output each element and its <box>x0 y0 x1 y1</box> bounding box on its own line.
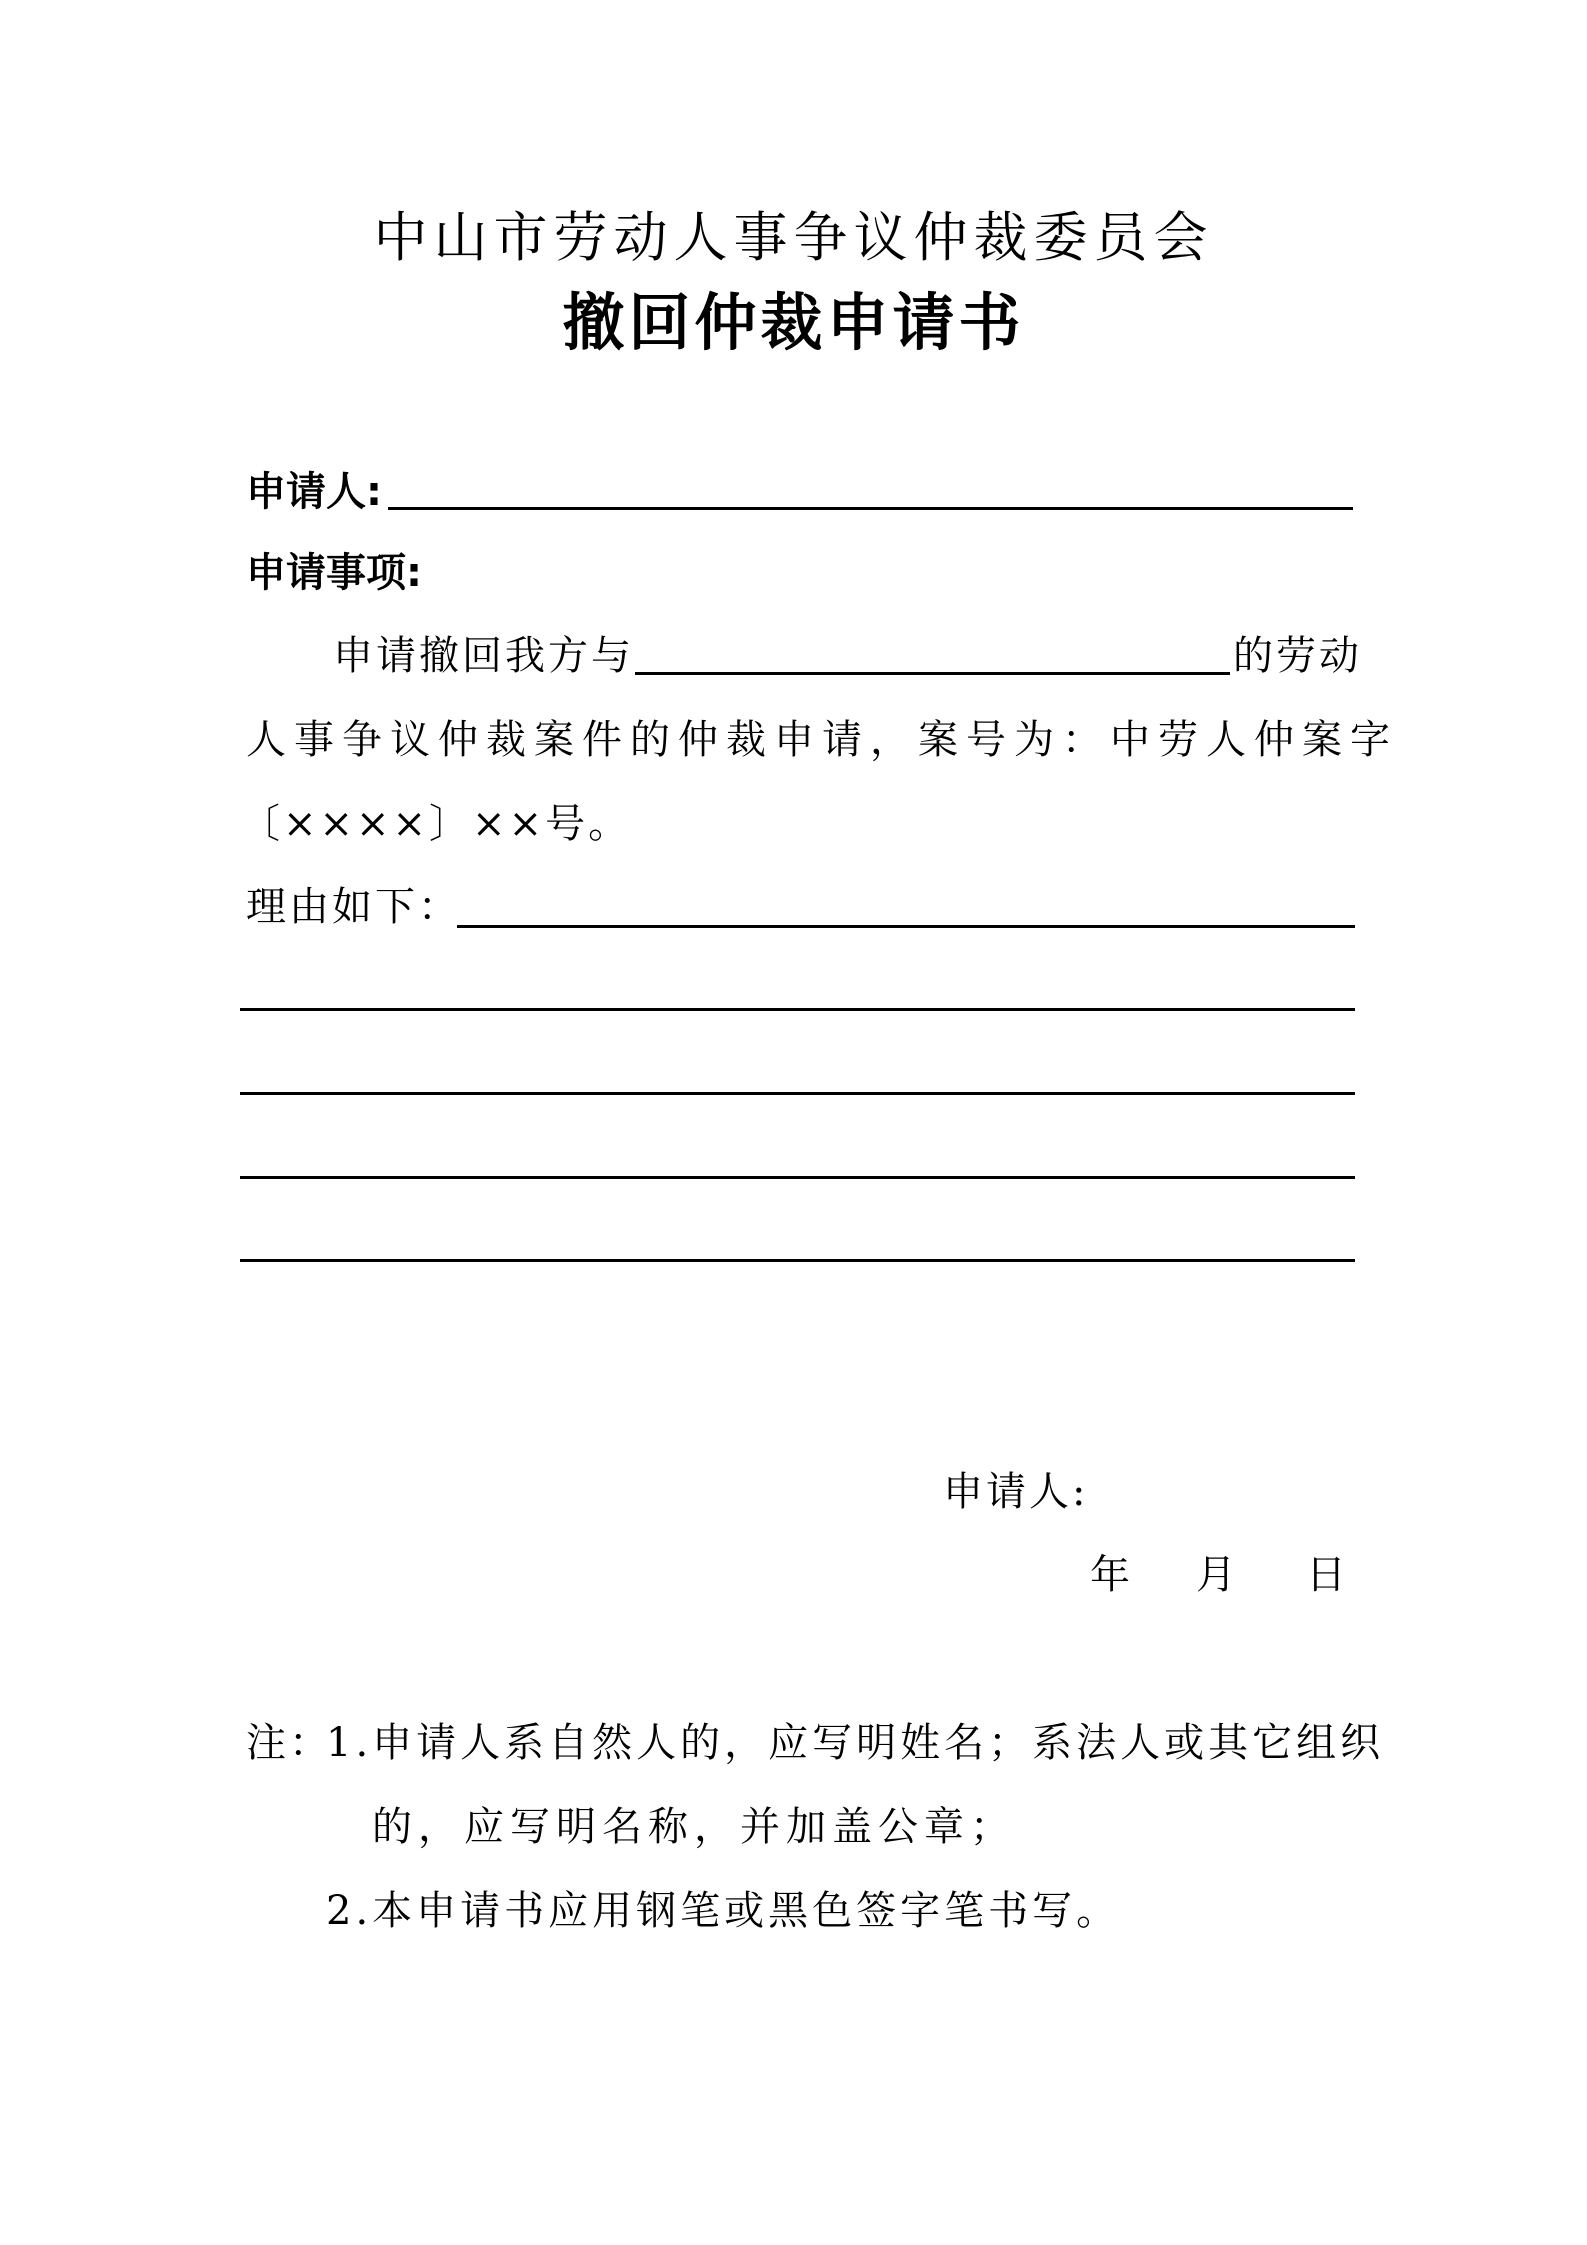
request-line1-prefix: 申请撤回我方与 <box>333 633 634 679</box>
reason-line-5[interactable] <box>240 1259 1355 1262</box>
applicant-field-line[interactable] <box>388 507 1353 510</box>
reason-line-2[interactable] <box>240 1008 1355 1011</box>
reason-line-4[interactable] <box>240 1176 1355 1179</box>
request-line1-suffix: 的劳动 <box>1233 633 1362 679</box>
respondent-field-line[interactable] <box>635 672 1230 675</box>
request-line2: 人事争议仲裁案件的仲裁申请，案号为：中劳人仲案字 <box>246 717 1398 763</box>
request-items-label: 申请事项: <box>246 550 422 596</box>
reason-label: 理由如下： <box>246 884 461 930</box>
note-1-line-2: 的，应写明名称，并加盖公章； <box>372 1804 1016 1850</box>
signature-applicant-label: 申请人: <box>943 1469 1089 1515</box>
note-2: 2.本申请书应用钢笔或黑色签字笔书写。 <box>326 1888 1121 1934</box>
date-year: 年 <box>1090 1552 1133 1598</box>
reason-line-3[interactable] <box>240 1092 1355 1095</box>
applicant-label: 申请人: <box>246 469 382 515</box>
reason-line-1[interactable] <box>457 925 1355 928</box>
organization-title: 中山市劳动人事争议仲裁委员会 <box>373 206 1214 269</box>
request-case-number: 〔××××〕××号。 <box>240 801 632 847</box>
document-title: 撤回仲裁申请书 <box>562 286 1025 359</box>
date-day: 日 <box>1306 1552 1349 1598</box>
date-month: 月 <box>1196 1552 1239 1598</box>
note-1-line-1: 1.申请人系自然人的，应写明姓名；系法人或其它组织 <box>326 1720 1385 1766</box>
notes-prefix: 注： <box>246 1720 332 1766</box>
